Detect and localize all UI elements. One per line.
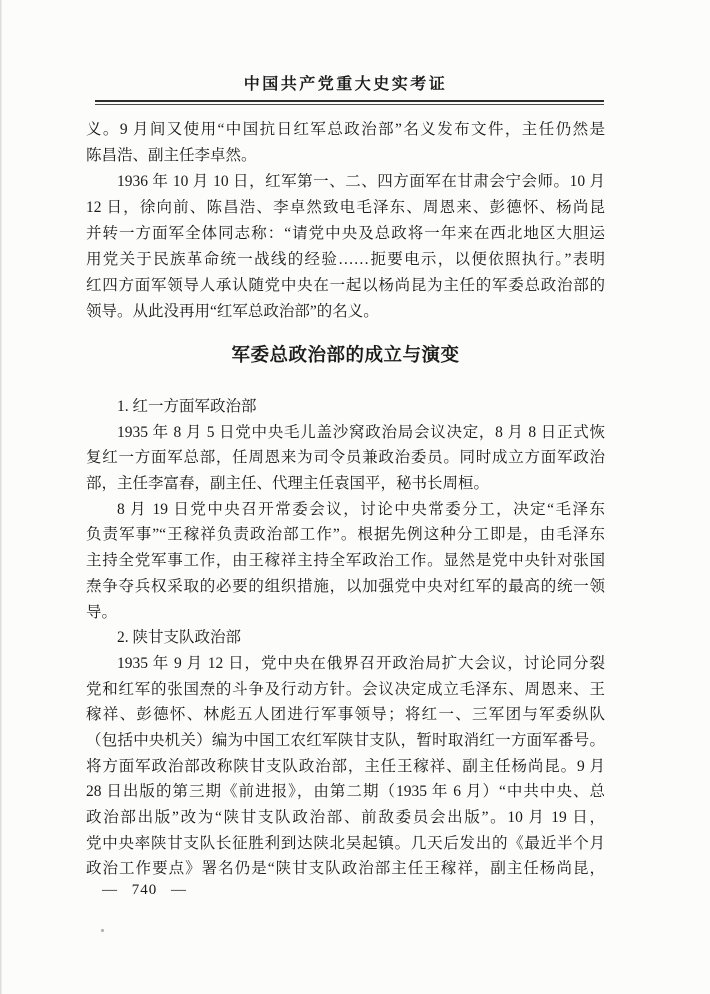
running-header-title: 中国共产党重大史实考证 <box>243 76 448 93</box>
text-line: 焘争夺兵权采取的必要的组织措施，以加强党中央对红军的最高的统一领 <box>86 577 605 595</box>
scan-left-edge <box>0 0 2 994</box>
text-line: 1935 年 9 月 12 日，党中央在俄界召开政治局扩大会议，讨论同分裂 <box>117 654 605 672</box>
text-line: 部，主任李富春，副主任、代理主任袁国平，秘书长周桓。 <box>86 475 490 493</box>
header-rule <box>95 100 604 105</box>
text-line: 28 日出版的第三期《前进报》，由第二期（1935 年 6 月）“中共中央、总 <box>86 783 605 801</box>
page-number: — 740 — <box>102 882 187 898</box>
intro-paragraphs <box>86 117 605 325</box>
scan-speck <box>101 929 104 932</box>
text-line: 党和红军的张国焘的斗争及行动方针。会议决定成立毛泽东、周恩来、王 <box>86 680 605 698</box>
subsection-title: 1. 红一方面军政治部 <box>117 398 257 415</box>
text-line: 稼祥、彭德怀、林彪五人团进行军事领导；将红一、三军团与军委纵队 <box>86 706 605 724</box>
text-line: 义。9 月间又使用“中国抗日红军总政治部”名义发布文件，主任仍然是 <box>86 121 605 138</box>
text-line: 红四方面军领导人承认随党中央在一起以杨尚昆为主任的军委总政治部的 <box>86 277 605 294</box>
text-line: 政治部出版”改为“陕甘支队政治部、前敌委员会出版”。10 月 19 日， <box>86 809 605 826</box>
text-line: 主持全党军事工作，由王稼祥主持全军政治工作。显然是党中央针对张国 <box>86 552 605 570</box>
text-line: 1936 年 10 月 10 日，红军第一、二、四方面军在甘肃会宁会师。10 月 <box>117 173 605 190</box>
section-heading: 军委总政治部的成立与演变 <box>231 346 460 366</box>
subsection-title: 2. 陕甘支队政治部 <box>117 629 242 647</box>
text-line: 将方面军政治部改称陕甘支队政治部，主任王稼祥、副主任杨尚昆。9 月 <box>86 757 605 775</box>
text-line: 导。 <box>86 603 118 621</box>
text-line: （包括中央机关）编为中国工农红军陕甘支队，暂时取消红一方面军番号。 <box>86 731 605 749</box>
text-line: 1935 年 8 月 5 日党中央毛儿盖沙窝政治局会议决定，8 月 8 日正式恢 <box>117 423 605 441</box>
text-line: 负责军事”“王稼祥负责政治部工作”。根据先例这种分工即是，由毛泽东 <box>86 526 605 544</box>
text-line: 党中央率陕甘支队长征胜利到达陕北吴起镇。几天后发出的《最近半个月 <box>86 834 605 852</box>
text-line: 并转一方面军全体同志称：“请党中央及总政将一年来在西北地区大胆运 <box>86 225 605 242</box>
section-paragraphs <box>86 394 605 882</box>
text-line: 12 日，徐向前、陈昌浩、李卓然致电毛泽东、周恩来、彭德怀、杨尚昆 <box>86 199 605 216</box>
text-line: 复红一方面军总部，任周恩来为司令员兼政治委员。同时成立方面军政治 <box>86 449 605 467</box>
text-line: 8 月 19 日党中央召开常委会议，讨论中央常委分工，决定“毛泽东 <box>117 500 605 518</box>
text-line: 陈昌浩、副主任李卓然。 <box>86 147 257 164</box>
text-line: 领导。从此没再用“红军总政治部”的名义。 <box>86 303 379 320</box>
text-line: 用党关于民族革命统一战线的经验……扼要电示，以便依照执行。”表明 <box>86 251 605 268</box>
text-line: 政治工作要点》署名仍是“陕甘支队政治部主任王稼祥，副主任杨尚昆， <box>86 860 605 878</box>
